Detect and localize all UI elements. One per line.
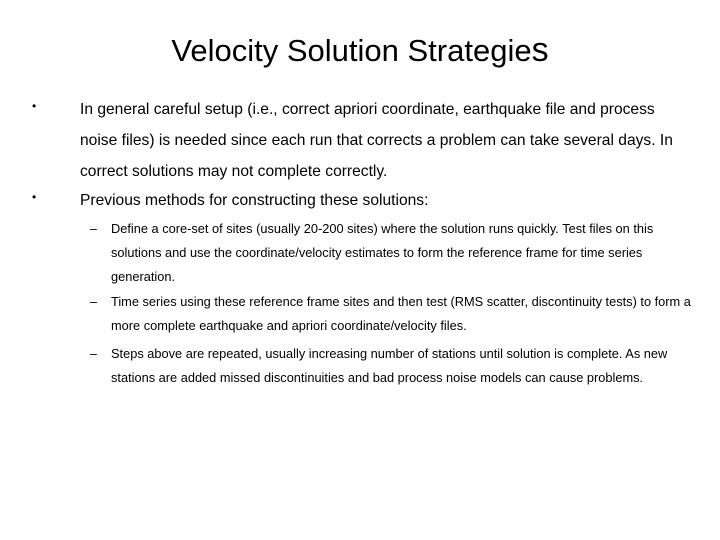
- bullet-text: Previous methods for constructing these solutions:: [80, 192, 429, 209]
- bullet-marker: •: [32, 190, 37, 204]
- bullet-text: In general careful setup (i.e., correct apriori coordinate, earthquake file and process noise files) is needed since each run that corrects a problem can take several days. In correct solutions may not complete correctly.: [80, 101, 673, 180]
- slide-title: [0, 28, 720, 73]
- sub-bullet-marker: –: [90, 222, 97, 236]
- sub-bullet-text: Time series using these reference frame sites and then test (RMS scatter, discontinuity tests) to form a more complete earthquake and apriori coordinate/velocity files.: [111, 294, 691, 333]
- sub-bullet-text: Define a core-set of sites (usually 20-200 sites) where the solution runs quickly. Test files on this solutions and use the coordinate/velocity estimates to form the reference frame for time series generation.: [111, 221, 654, 284]
- sub-bullet-marker: –: [90, 295, 97, 309]
- bullet-marker: •: [32, 99, 37, 113]
- sub-bullet-marker: –: [90, 347, 97, 361]
- sub-bullet-text: Steps above are repeated, usually increasing number of stations until solution is complete. As new stations are added missed discontinuities and bad process noise models can cause problems.: [111, 346, 668, 385]
- slide-title-tail: s: [531, 31, 549, 69]
- slide-title-main: Velocity Solution Strategie: [171, 33, 532, 68]
